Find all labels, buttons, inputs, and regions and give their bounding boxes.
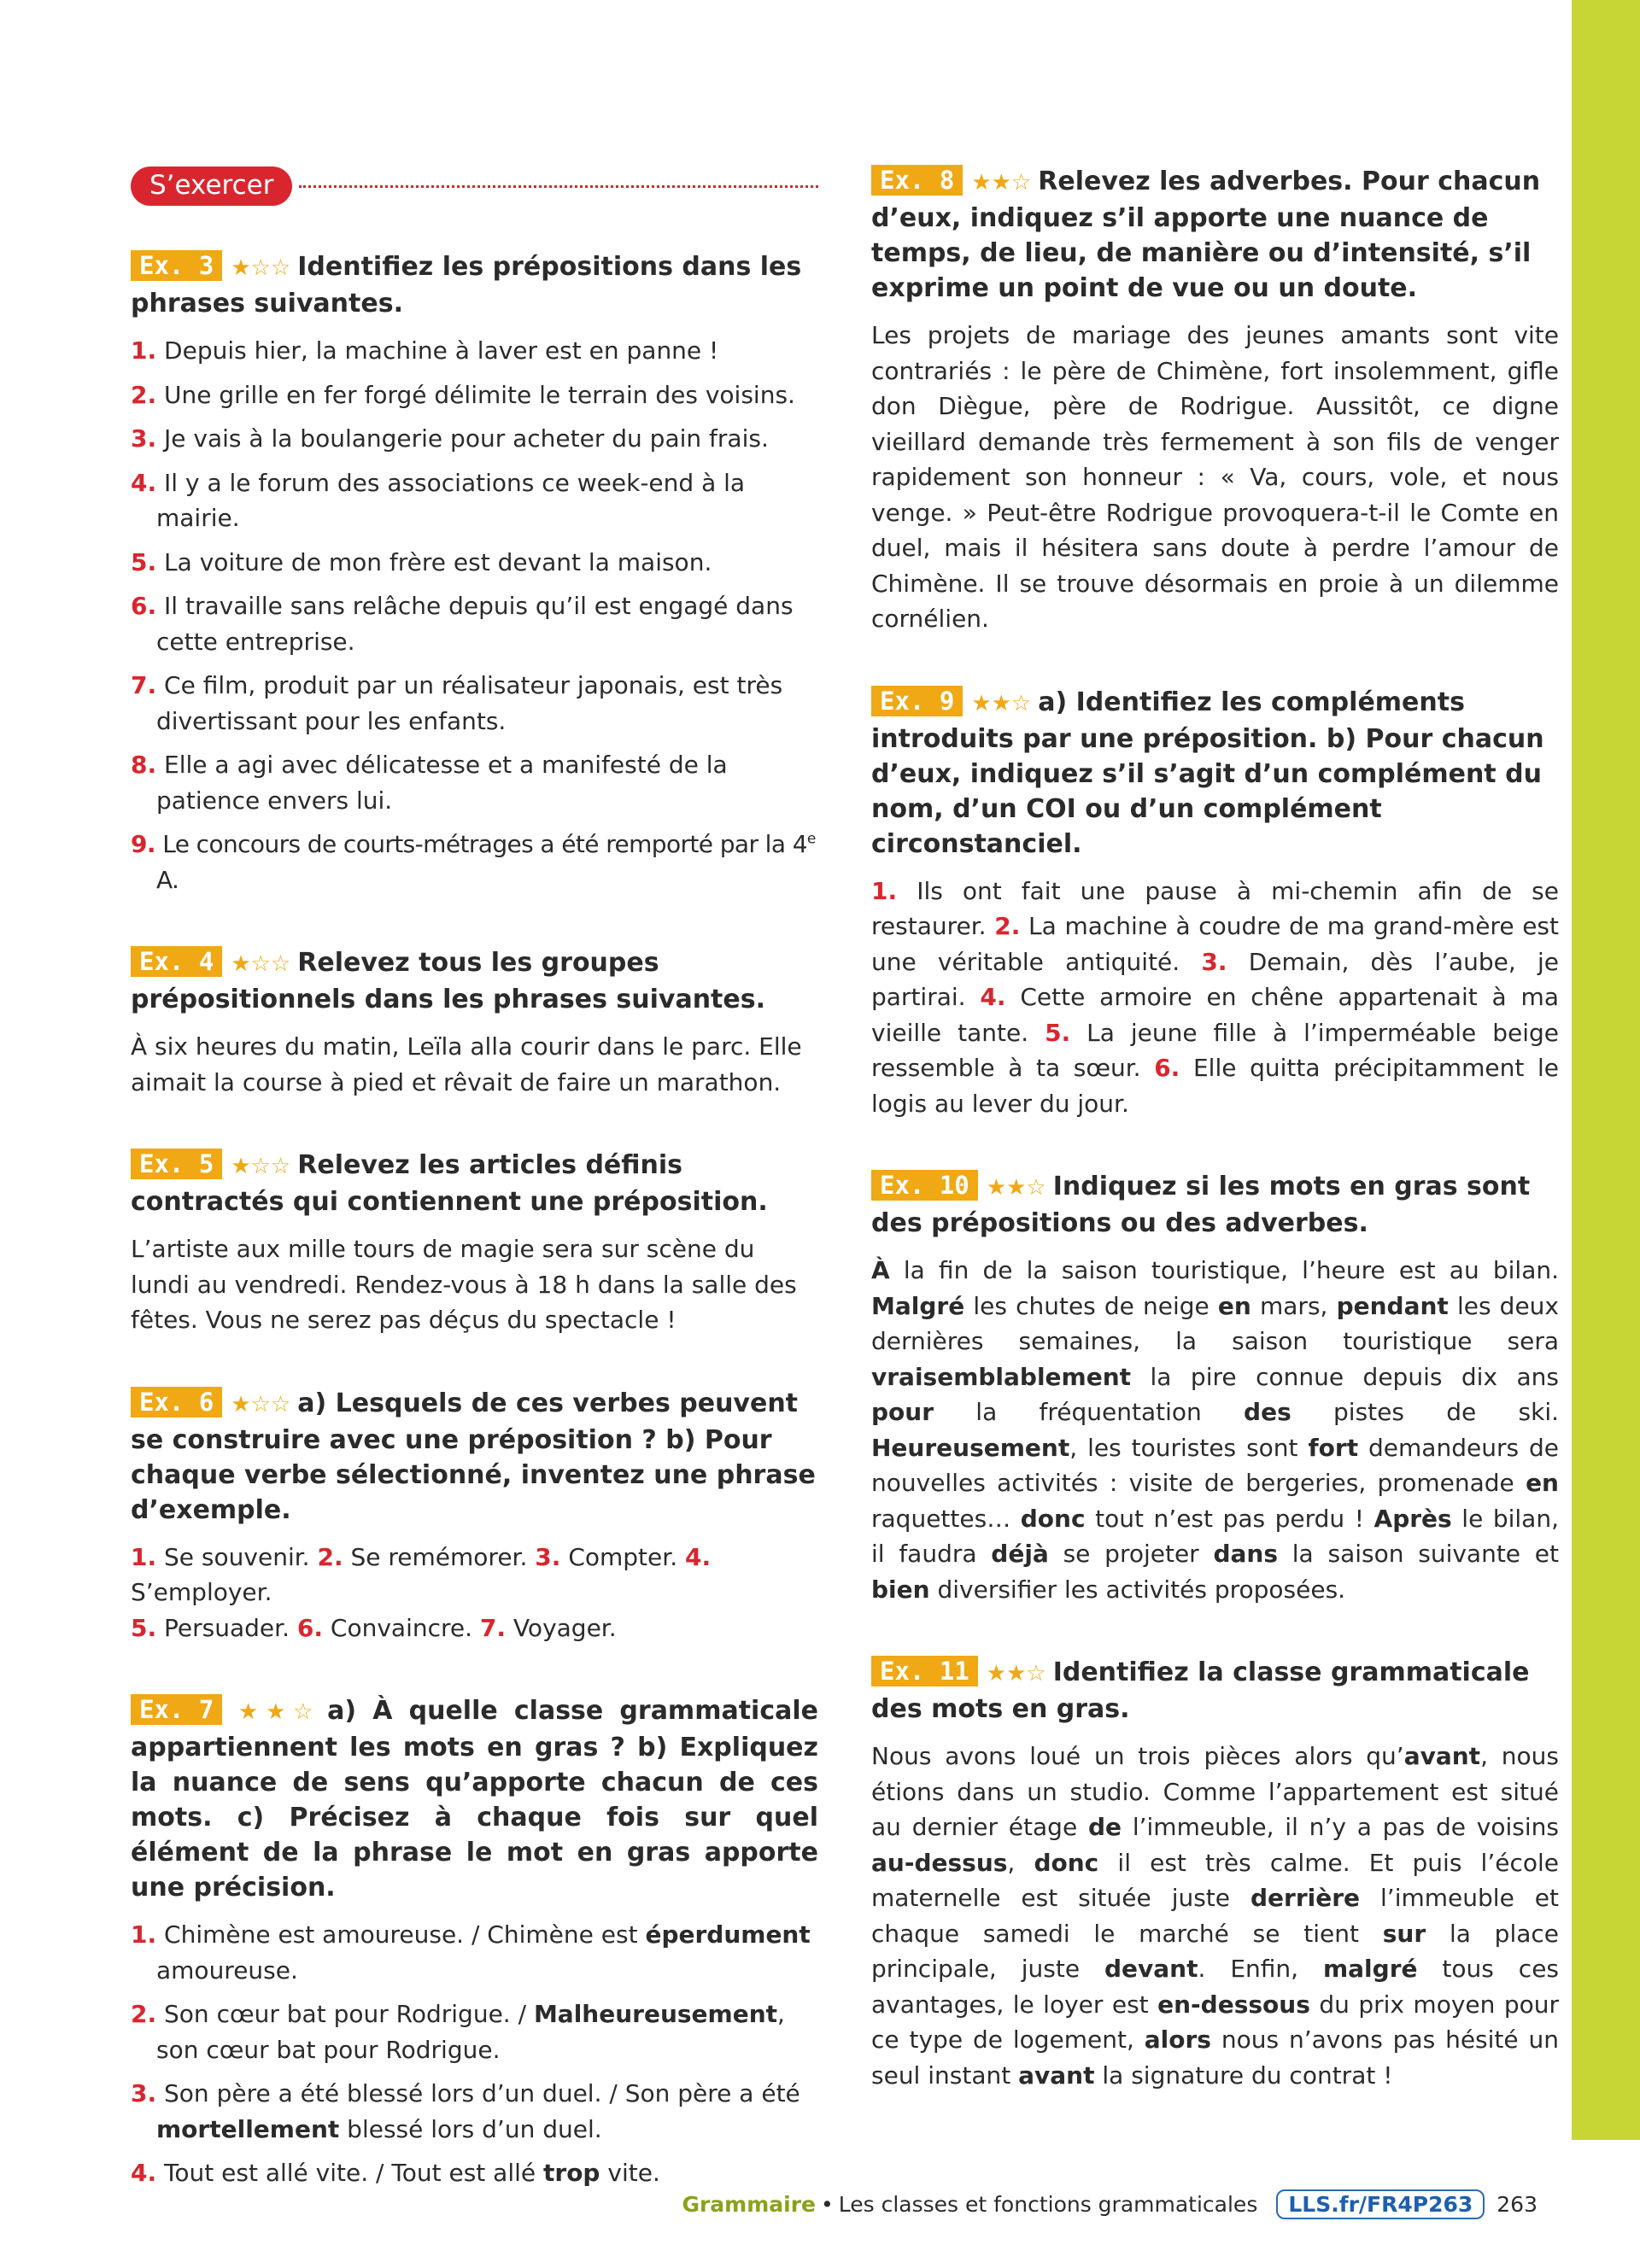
item-text: Cette armoire en chêne appartenait à ma vieille tante. [871,983,1559,1047]
item-text: Compter. [568,1542,686,1571]
page-footer [0,2184,1538,2224]
bold-word: au-dessus [871,1848,1008,1877]
exercise-10 [871,1169,1559,1607]
text-segment: se projeter [1048,1540,1214,1568]
exercise-8 [871,164,1559,637]
item-text: Tout est allé vite. / Tout est allé [164,2159,543,2187]
list-item [131,465,818,536]
text-segment: nous n’avons pas hésité un seul instant [871,2025,1560,2090]
item-number: 5. [131,547,157,576]
exercise-title [131,1693,818,1905]
item-number: 2. [994,912,1021,940]
item-text: La voiture de mon frère est devant la maison. [164,547,712,576]
text-segment: tous ces avantages, le loyer est [871,1955,1560,2019]
exercise-3 [131,249,818,897]
bold-word: vraisemblablement [871,1362,1132,1391]
bold-word: derrière [1250,1884,1361,1912]
text-segment: la fréquentation [934,1398,1245,1426]
list-item [131,377,818,413]
exercise-instruction: Identifiez les prépositions dans les phrases suivantes. [131,252,802,319]
difficulty-stars-icon: ★★☆ [986,1661,1046,1686]
text-segment: Nous avons loué un trois pièces alors qu’ [871,1742,1404,1770]
list-item [131,1917,818,1988]
item-number: 4. [685,1542,712,1571]
bold-word: donc [1034,1848,1099,1877]
list-item [131,668,818,739]
item-text: Chimène est amoureuse. / Chimène est [164,1920,646,1949]
bold-word: malgré [1322,1955,1418,1983]
item-number: 4. [131,2159,157,2187]
sentence-paragraph [871,874,1559,1122]
exercise-title [131,1148,818,1219]
bold-word: À [871,1256,890,1284]
item-number: 6. [1154,1054,1180,1082]
text-segment: les deux dernières semaines, la saison touristique sera [871,1291,1559,1355]
exercise-instruction: Indiquez si les mots en gras sont des prépositions ou des adverbes. [871,1172,1531,1238]
bold-word: fort [1308,1433,1359,1462]
text-segment: l’immeuble et chaque samedi le marché se tient [871,1884,1559,1948]
difficulty-stars-icon: ★★☆ [971,690,1032,716]
item-text: Le concours de courts-métrages a été remporté par la 4 [162,830,807,858]
exercise-instruction: Identifiez la classe grammaticale des mots en gras. [871,1657,1530,1724]
item-number: 5. [1045,1018,1071,1047]
text-segment: demandeurs de nouvelles activités : visite de bergeries, promenade [871,1433,1559,1497]
footer-link[interactable]: LLS.fr/FR4P263 [1276,2189,1485,2219]
exercise-instruction: a) À quelle classe grammaticale appartiennent les mots en gras ? b) Expliquez la nuance de sens qu’apporte chacun de ces mots. c) Précisez à chaque fois sur quel élément de la phrase le mot en gras apporte une précision. [131,1696,818,1903]
item-text: Voyager. [512,1613,617,1642]
bold-word: alors [1144,2025,1211,2054]
exercise-text: Les projets de mariage des jeunes amants sont vite contrariés : le père de Chimène, fort insolemment, gifle don Diègue, père de Rodrigue. Aussitôt, ce digne vieillard demande très fermement à son fils de venger rapidement son honneur : « Va, cours, vole, et nous venge. » Peut-être Rodrigue provoquera-t-il le Comte en duel, mais il hésitera sans doute à perdre l’amour de Chimène. Il se trouve désormais en proie à un dilemme cornélien. [871,321,1559,633]
exercise-badge: Ex. 8 [871,165,963,196]
text-segment: il est très calme. Et puis l’école maternelle est située juste [871,1848,1559,1912]
text-segment: la place principale, juste [871,1919,1559,1983]
text-segment: les chutes de neige [964,1291,1218,1320]
exercise-badge: Ex. 5 [131,1149,222,1179]
page-number: 263 [1496,2191,1538,2217]
footer-line [682,2184,1538,2224]
item-text-end: , son cœur bat pour Rodrigue. [156,2000,785,2064]
text-segment: la pire connue depuis dix ans [1131,1362,1559,1391]
bold-word: devant [1104,1955,1198,1983]
item-text: Elle a agi avec délicatesse et a manifesté de la patience envers lui. [156,751,728,815]
exercise-badge: Ex. 10 [871,1170,978,1201]
item-number: 1. [131,336,157,365]
text-segment: l’immeuble, il n’y a pas de voisins [1122,1813,1559,1841]
item-text: Convaincre. [330,1613,480,1642]
exercise-5 [131,1148,818,1338]
list-item [131,1996,818,2067]
text-segment: la signature du contrat ! [1094,2060,1393,2090]
item-number: 7. [131,671,157,699]
footer-section: Grammaire [682,2191,816,2217]
exercise-badge: Ex. 11 [871,1656,978,1686]
bold-word: éperdument [645,1920,811,1949]
list-item [131,747,818,818]
section-title: S’exercer [131,167,292,206]
chapter-color-tab [1572,0,1640,2140]
list-item [131,827,818,897]
text-segment: diversifier les activités proposées. [929,1575,1346,1604]
text-segment: la fin de la saison touristique, l’heure est au bilan. [889,1256,1559,1284]
exercise-text [871,1739,1559,2093]
item-number: 5. [131,1613,157,1642]
bold-word: dans [1213,1540,1279,1568]
text-segment: tout n’est pas perdu ! [1085,1504,1374,1533]
item-text: Se souvenir. [164,1542,318,1571]
item-text: Se remémorer. [350,1542,536,1571]
footer-separator: • [821,2191,834,2217]
text-segment: la saison suivante et [1278,1540,1559,1568]
item-text: Il y a le forum des associations ce week-end à la mairie. [156,468,746,532]
item-text: Son père a été blessé lors d’un duel. / Son père a été [164,2079,800,2107]
bold-word: bien [871,1575,930,1604]
exercise-instruction: Relevez les articles définis contractés qui contiennent une préposition. [131,1150,768,1217]
bold-word: Malheureusement [533,2000,778,2028]
exercise-title [131,249,818,321]
item-number: 6. [296,1613,324,1642]
bold-word: pendant [1336,1291,1449,1320]
bold-word: sur [1382,1919,1426,1948]
bold-word: donc [1020,1504,1086,1533]
item-number: 3. [535,1542,561,1571]
item-text: Demain, dès l’aube, je partirai. [871,947,1559,1011]
exercise-instruction: a) Identifiez les compléments introduits par une préposition. b) Pour chacun d’eux, indiquez s’il s’agit d’un complément du nom, d’un COI ou d’un complément circonstanciel. [871,687,1544,859]
text-segment: le bilan, il faudra [871,1504,1559,1568]
list-item [131,545,818,581]
item-number: 2. [131,2000,157,2028]
bold-word: avant [1018,2060,1095,2090]
item-text: Il travaille sans relâche depuis qu’il est engagé dans cette entreprise. [156,592,794,656]
text-segment: . Enfin, [1198,1955,1323,1983]
text-segment: , [1007,1848,1034,1877]
exercise-badge: Ex. 6 [131,1387,222,1418]
difficulty-stars-icon: ★★☆ [971,170,1032,196]
exercise-7 [131,1693,818,2191]
item-text: S’employer. [131,1578,272,1606]
bold-word: en-dessous [1157,1990,1310,2019]
bold-word: Après [1374,1504,1452,1533]
superscript: e [806,830,816,848]
bold-word: Heureusement [871,1433,1070,1462]
exercise-instruction: Relevez tous les groupes prépositionnels dans les phrases suivantes. [131,948,765,1014]
exercise-title [871,1655,1559,1727]
item-number: 4. [131,468,157,497]
sentence-list [131,333,818,897]
item-number: 1. [871,876,898,905]
exercise-4 [131,945,818,1100]
text-segment: pistes de ski. [1291,1398,1559,1426]
bold-word: déjà [991,1540,1049,1568]
item-number: 8. [131,751,157,779]
exercise-badge: Ex. 9 [871,686,963,716]
text-segment: raquettes… [871,1504,1021,1533]
item-text-end: vite. [600,2159,660,2187]
text-segment: du prix moyen pour ce type de logement, [871,1990,1559,2054]
exercise-text [871,1253,1559,1607]
bold-word: en [1217,1291,1251,1320]
item-number: 6. [131,592,157,620]
bold-word: en [1526,1469,1559,1497]
item-number: 2. [131,380,157,409]
right-column [871,164,1559,2141]
item-text-end: blessé lors d’un duel. [339,2114,602,2143]
item-number: 3. [131,2079,157,2107]
item-text: Persuader. [164,1613,297,1642]
item-text: Elle quitta précipitamment le logis au lever du jour. [871,1054,1560,1118]
item-text: Ils ont fait une pause à mi-chemin afin de se restaurer. [871,876,1559,940]
exercise-6 [131,1386,818,1646]
exercise-badge: Ex. 4 [131,946,222,977]
list-item [131,2076,818,2147]
bold-word: des [1244,1398,1292,1426]
bold-word: de [1087,1813,1122,1841]
item-text: Ce film, produit par un réalisateur japonais, est très divertissant pour les enfants. [156,671,783,735]
item-number: 3. [131,424,157,453]
exercise-instruction: Relevez les adverbes. Pour chacun d’eux, indiquez s’il apporte une nuance de temps, de lieu, de manière ou d’intensité, s’il exprime un point de vue ou un doute. [871,167,1541,303]
footer-chapter: Les classes et fonctions grammaticales [838,2191,1258,2217]
dotted-rule [299,185,818,188]
bold-word: avant [1403,1742,1481,1770]
difficulty-stars-icon: ★☆☆ [231,255,291,281]
item-number: 7. [479,1613,507,1642]
item-text: La jeune fille à l’imperméable beige ressemble à ta sœur. [871,1018,1559,1082]
text-segment: , nous étions dans un studio. Comme l’appartement est situé au dernier étage [871,1742,1559,1841]
verb-list [131,1540,818,1646]
bold-word: mortellement [156,2114,340,2143]
exercise-title [871,1169,1559,1241]
exercise-text: L’artiste aux mille tours de magie sera sur scène du lundi au vendredi. Rendez-vous à 18 h dans la salle des fêtes. Vous ne serez pas déçus du spectacle ! [131,1235,797,1334]
item-text-end: amoureuse. [156,1955,298,1984]
exercise-title [131,1386,818,1528]
exercise-11 [871,1655,1559,2093]
bold-word: trop [543,2159,600,2187]
sentence-list [131,1917,818,2191]
exercise-title [131,945,818,1017]
exercise-badge: Ex. 7 [131,1694,222,1725]
list-item [131,421,818,457]
item-number: 1. [131,1920,157,1949]
exercise-instruction: a) Lesquels de ces verbes peuvent se construire avec une préposition ? b) Pour chaque verbe sélectionné, inventez une phrase d’exemple. [131,1388,816,1525]
item-text: La machine à coudre de ma grand-mère est une véritable antiquité. [871,912,1559,976]
difficulty-stars-icon: ★★☆ [231,1699,321,1725]
item-number: 1. [131,1542,157,1571]
difficulty-stars-icon: ★☆☆ [231,951,291,977]
bold-word: Malgré [871,1291,965,1320]
item-number: 3. [1201,947,1227,976]
text-segment: mars, [1250,1291,1337,1320]
exercise-title [871,685,1559,862]
item-text: Je vais à la boulangerie pour acheter du pain frais. [164,424,769,453]
difficulty-stars-icon: ★★☆ [986,1175,1046,1201]
text-segment: , les touristes sont [1069,1433,1309,1462]
bold-word: pour [871,1398,934,1426]
left-column [131,164,818,2239]
difficulty-stars-icon: ★☆☆ [231,1391,291,1418]
difficulty-stars-icon: ★☆☆ [231,1154,291,1179]
section-header [131,164,818,208]
item-text: Depuis hier, la machine à laver est en panne ! [164,336,719,365]
list-item [131,333,818,369]
item-number: 9. [131,830,155,858]
item-text-end: A. [156,865,179,894]
item-text: Une grille en fer forgé délimite le terrain des voisins. [164,380,795,409]
exercise-text: À six heures du matin, Leïla alla courir dans le parc. Elle aimait la course à pied et rêvait de faire un marathon. [131,1032,802,1096]
exercise-title [871,164,1559,306]
exercise-badge: Ex. 3 [131,250,222,281]
item-text: Son cœur bat pour Rodrigue. / [164,2000,534,2028]
item-number: 2. [317,1542,343,1571]
list-item [131,588,818,659]
item-number: 4. [980,983,1006,1011]
exercise-9 [871,685,1559,1122]
